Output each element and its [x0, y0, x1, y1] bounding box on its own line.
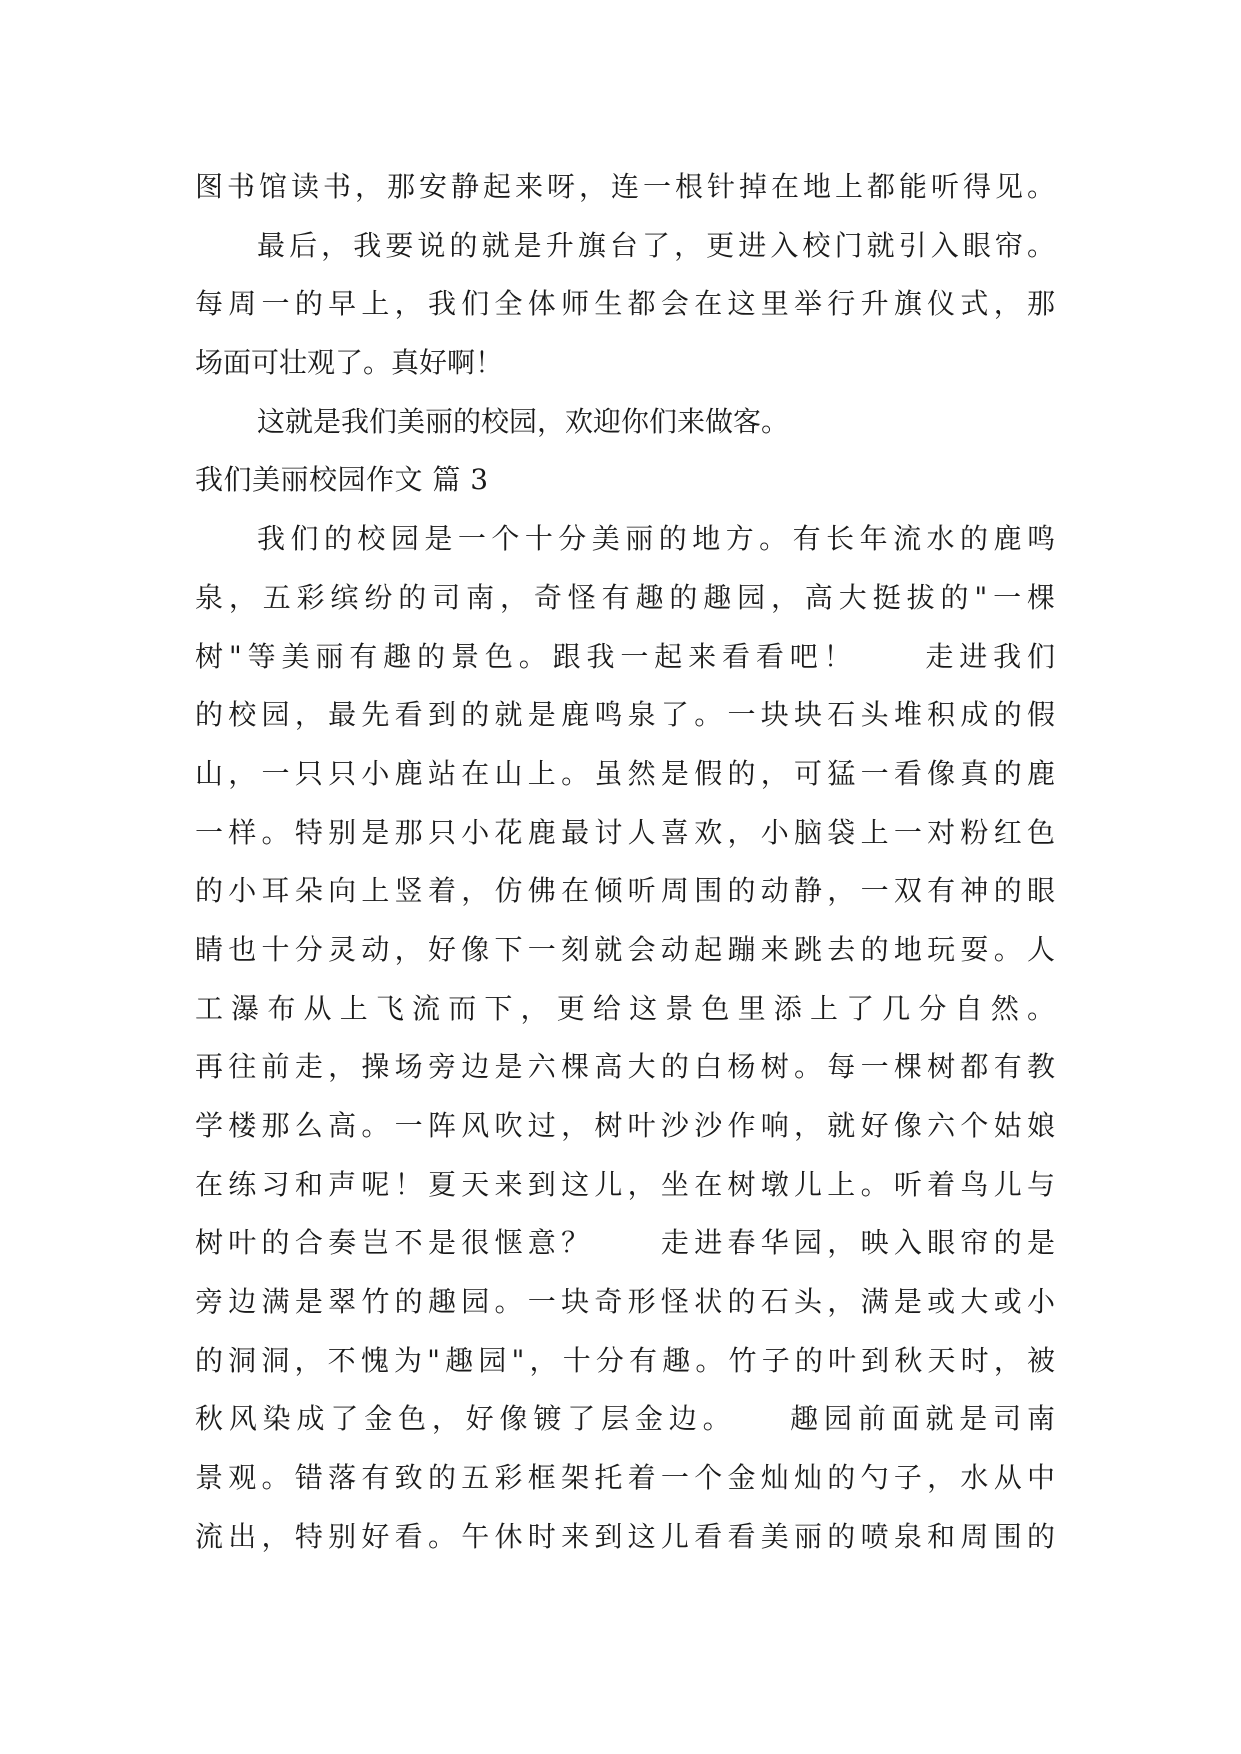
essay-body: [195, 158, 1055, 1567]
text-line: 这就是我们美丽的校园，欢迎你们来做客。: [257, 404, 790, 438]
text-line: 在练习和声呢！夏天来到这儿，坐在树墩儿上。听着鸟儿与: [195, 1167, 1055, 1201]
text-line: 景观。错落有致的五彩框架托着一个金灿灿的勺子，水从中: [195, 1461, 1055, 1495]
text-line: 我们的校园是一个十分美丽的地方。有长年流水的鹿鸣: [257, 522, 1055, 556]
text-line: 树叶的合奏岂不是很惬意？ 走进春华园，映入眼帘的是: [195, 1226, 1055, 1260]
text-line: 睛也十分灵动，好像下一刻就会动起蹦来跳去的地玩耍。人: [195, 932, 1055, 966]
text-line: 的小耳朵向上竖着，仿佛在倾听周围的动静，一双有神的眼: [195, 874, 1055, 908]
text-line: 旁边满是翠竹的趣园。一块奇形怪状的石头，满是或大或小: [195, 1285, 1055, 1319]
text-line: 图书馆读书，那安静起来呀，连一根针掉在地上都能听得见。: [195, 170, 1055, 203]
text-line: 学楼那么高。一阵风吹过，树叶沙沙作响，就好像六个姑娘: [195, 1109, 1055, 1142]
text-line: 秋风染成了金色，好像镀了层金边。 趣园前面就是司南: [195, 1402, 1055, 1436]
text-line: 场面可壮观了。真好啊！: [195, 346, 504, 380]
text-line: 树"等美丽有趣的景色。跟我一起来看看吧！ 走进我们: [195, 639, 1055, 673]
text-line: 工瀑布从上飞流而下，更给这景色里添上了几分自然。: [195, 991, 1055, 1025]
text-line: 再往前走，操场旁边是六棵高大的白杨树。每一棵树都有教: [195, 1050, 1055, 1084]
text-line: 每周一的早上，我们全体师生都会在这里举行升旗仪式，那: [195, 287, 1055, 321]
text-line: 泉，五彩缤纷的司南，奇怪有趣的趣园，高大挺拔的"一棵: [195, 580, 1055, 614]
text-line: 的洞洞，不愧为"趣园"，十分有趣。竹子的叶到秋天时，被: [195, 1343, 1055, 1377]
text-line: 一样。特别是那只小花鹿最讨人喜欢，小脑袋上一对粉红色: [195, 815, 1055, 849]
text-line: 山，一只只小鹿站在山上。虽然是假的，可猛一看像真的鹿: [195, 756, 1055, 790]
section-heading: 我们美丽校园作文 篇 3: [195, 463, 489, 497]
text-line: 最后，我要说的就是升旗台了，更进入校门就引入眼帘。: [257, 228, 1055, 262]
text-line: 流出，特别好看。午休时来到这儿看看美丽的喷泉和周围的: [195, 1519, 1055, 1553]
text-line: 的校园，最先看到的就是鹿鸣泉了。一块块石头堆积成的假: [195, 698, 1055, 732]
